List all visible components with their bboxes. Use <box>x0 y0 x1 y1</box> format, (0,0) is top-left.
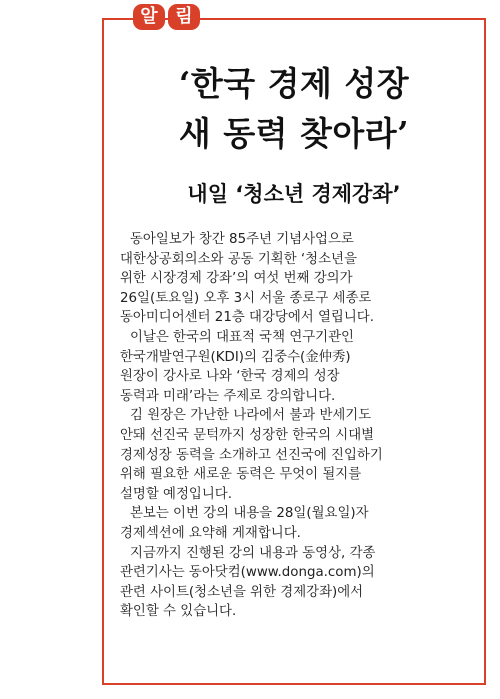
body-line: 관련 사이트(청소년을 위한 경제강좌)에서 <box>120 584 364 600</box>
body-line: 설명할 예정입니다. <box>120 486 232 502</box>
headline-line-1: ‘한국 경제 성장 <box>178 64 410 103</box>
notice-badge-char-2: 림 <box>168 4 200 30</box>
subheadline: 내일 ‘청소년 경제강좌’ <box>187 182 401 206</box>
headline-line-2: 새 동력 찾아라’ <box>178 114 410 153</box>
body-line: 경제섹션에 요약해 게재합니다. <box>120 525 301 541</box>
body-line: 위한 시장경제 강좌’의 여섯 번째 강의가 <box>120 271 353 287</box>
body-line: 김 원장은 가난한 나라에서 불과 반세기도 <box>130 408 372 424</box>
body-line: 26일(토요일) 오후 3시 서울 종로구 세종로 <box>120 290 372 306</box>
body-line: 관련기사는 동아닷컴(www.donga.com)의 <box>120 565 375 581</box>
body-line: 동아미디어센터 21층 대강당에서 열립니다. <box>120 310 374 326</box>
body-line: 지금까지 진행된 강의 내용과 동영상, 각종 <box>130 545 376 561</box>
body-line: 동아일보가 창간 85주년 기념사업으로 <box>130 232 354 247</box>
body-line: 확인할 수 있습니다. <box>120 604 237 620</box>
article-body <box>120 230 480 622</box>
body-line: 이날은 한국의 대표적 국책 연구기관인 <box>130 329 354 345</box>
body-line: 한국개발연구원(KDI)의 김중수(金仲秀) <box>120 349 351 365</box>
body-line: 경제성장 동력을 소개하고 선진국에 진입하기 <box>120 447 383 463</box>
body-line: 원장이 강사로 나와 ‘한국 경제의 성장 <box>120 369 340 385</box>
body-line: 안돼 선진국 문턱까지 성장한 한국의 시대별 <box>120 427 375 443</box>
body-line: 대한상공회의소와 공동 기획한 ‘청소년을 <box>120 251 357 267</box>
body-line: 위해 필요한 새로운 동력은 무엇이 될지를 <box>120 467 362 483</box>
body-line: 동력과 미래’라는 주제로 강의합니다. <box>120 388 336 404</box>
body-line: 본보는 이번 강의 내용을 28일(월요일)자 <box>130 506 369 522</box>
notice-badge-char-1: 알 <box>133 4 165 30</box>
